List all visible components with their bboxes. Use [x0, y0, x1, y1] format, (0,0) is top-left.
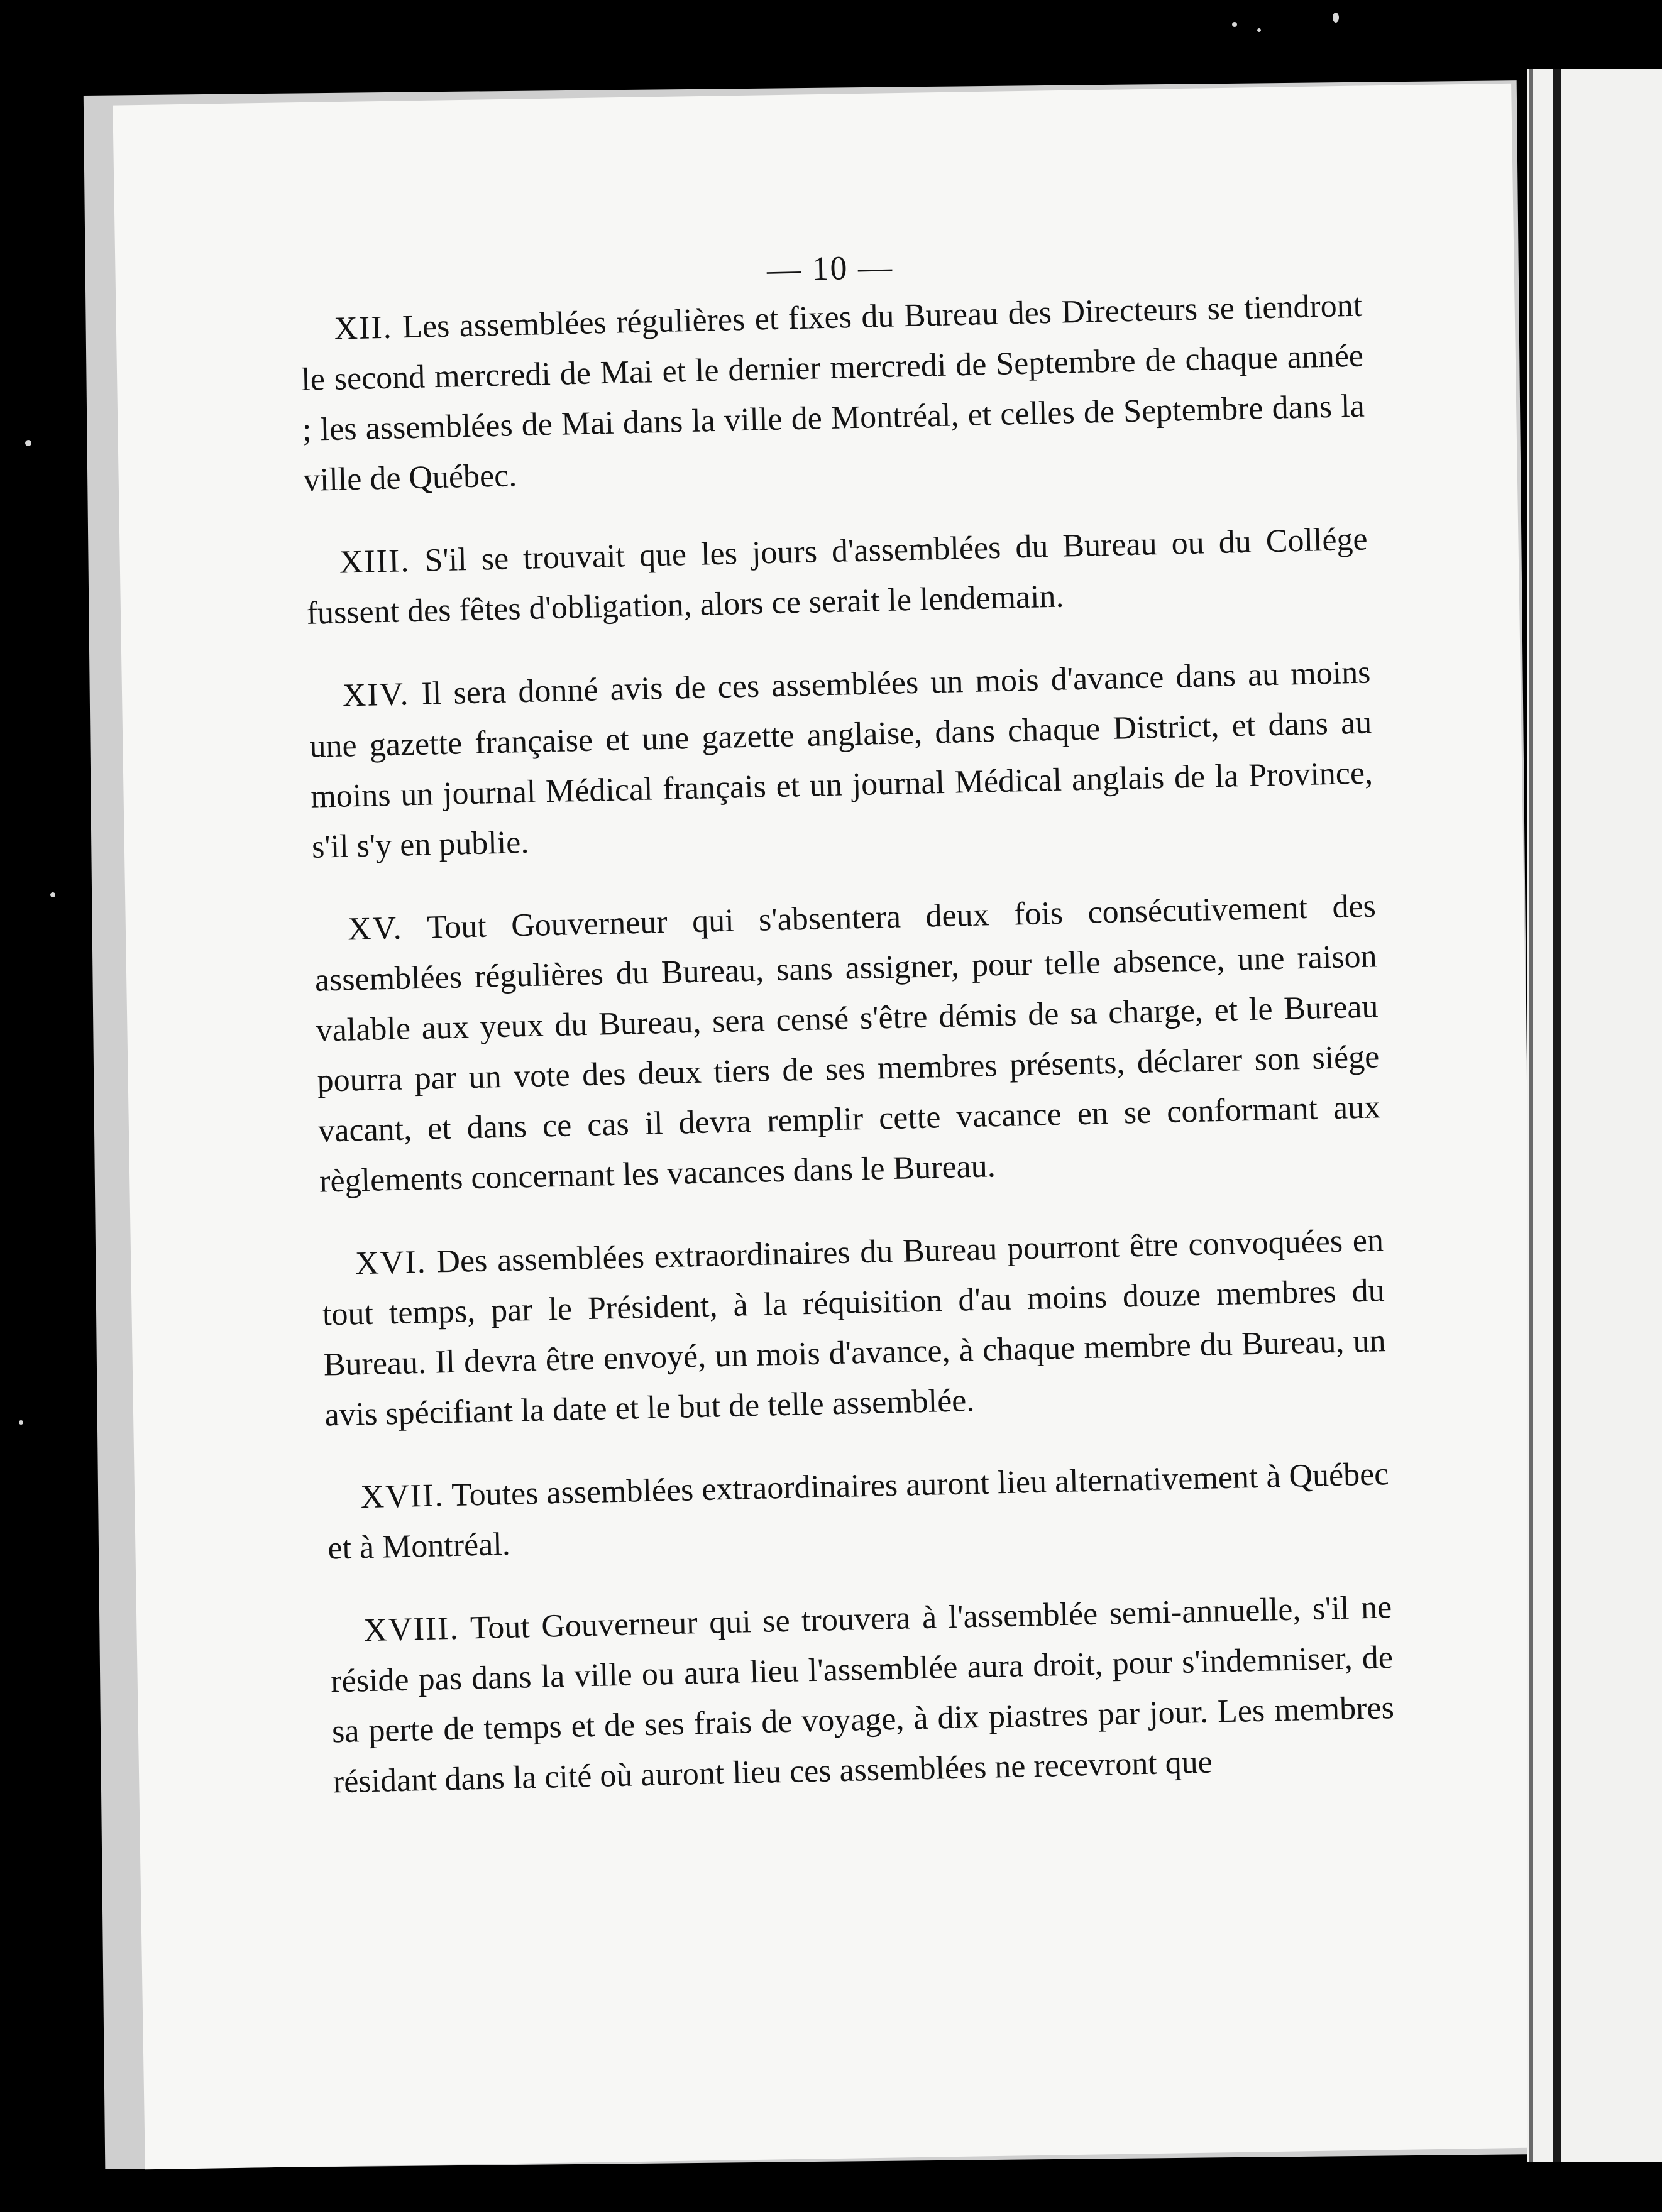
article-text: Tout Gouverneur qui s'absentera deux fois consécutivement des assemblées régulières du Bureau, sans assigner, pour telle absence, une raison valable aux yeux du Bureau, sera censé s'être démis de sa charge, et le Bureau pourra par un vote des deux tiers de ses membres présents, déclarer son siége vacant, et dans ce cas il devra remplir cette vacance en se conformant aux règlements concernant les vacances dans le Bureau.	[314, 888, 1381, 1200]
dust-speck	[25, 440, 31, 446]
article-number: XII.	[333, 309, 393, 347]
article-xii	[300, 281, 1367, 506]
dust-speck	[19, 1420, 23, 1425]
article-text: Les assemblées régulières et fixes du Bureau des Directeurs se tiendront le second mercredi de Mai et le dernier mercredi de Septembre de chaque année ; les assemblées de Mai dans la ville de Montréal, et celles de Septembre dans la ville de Québec.	[300, 287, 1365, 498]
article-text: Des assemblées extraordinaires du Bureau pourront être convoquées en tout temps, par le Président, à la réquisition d'au moins douze membres du Bureau. Il devra être envoyé, un mois d'avance, à chaque membre du Bureau, un avis spécifiant la date et le but de telle assemblée.	[322, 1222, 1387, 1433]
article-number: XIV.	[342, 676, 410, 714]
article-text: Tout Gouverneur qui se trouvera à l'assemblée semi-annuelle, s'il ne réside pas dans la ville ou aura lieu l'assemblée aura droit, pour s'indemniser, de sa perte de temps et de ses frais de voyage, à dix piastres par jour. Les membres résidant dans la cité où auront lieu ces assemblées ne recevront que	[330, 1589, 1395, 1800]
article-number: XVII.	[360, 1477, 445, 1516]
article-text: Toutes assemblées extraordinaires auront lieu alternativement à Québec et à Montréal.	[327, 1456, 1389, 1567]
article-number: XV.	[347, 910, 404, 948]
article-xvii	[326, 1449, 1390, 1574]
article-number: XVI.	[355, 1244, 427, 1282]
dust-speck	[1257, 28, 1261, 32]
article-xiv	[308, 647, 1375, 872]
page-text	[299, 237, 1397, 1841]
article-xviii	[329, 1582, 1396, 1807]
article-number: XVIII.	[363, 1610, 460, 1649]
article-number: XIII.	[339, 543, 411, 581]
dust-speck	[50, 892, 55, 897]
dust-speck	[1333, 13, 1339, 23]
article-xiii	[305, 515, 1369, 639]
dust-speck	[1232, 22, 1237, 27]
page-number: — 10 —	[766, 248, 894, 289]
adjacent-page-edge	[1527, 69, 1662, 2162]
article-text: S'il se trouvait que les jours d'assemblées du Bureau ou du Collége fussent des fêtes d'obligation, alors ce serait le lendemain.	[306, 521, 1368, 632]
article-text: Il sera donné avis de ces assemblées un mois d'avance dans au moins une gazette française et une gazette anglaise, dans chaque District, et dans au moins un journal Médical français et un journal Médical anglais de la Province, s'il s'y en publie.	[309, 654, 1373, 865]
article-xv	[313, 881, 1382, 1207]
article-xvi	[321, 1215, 1387, 1440]
